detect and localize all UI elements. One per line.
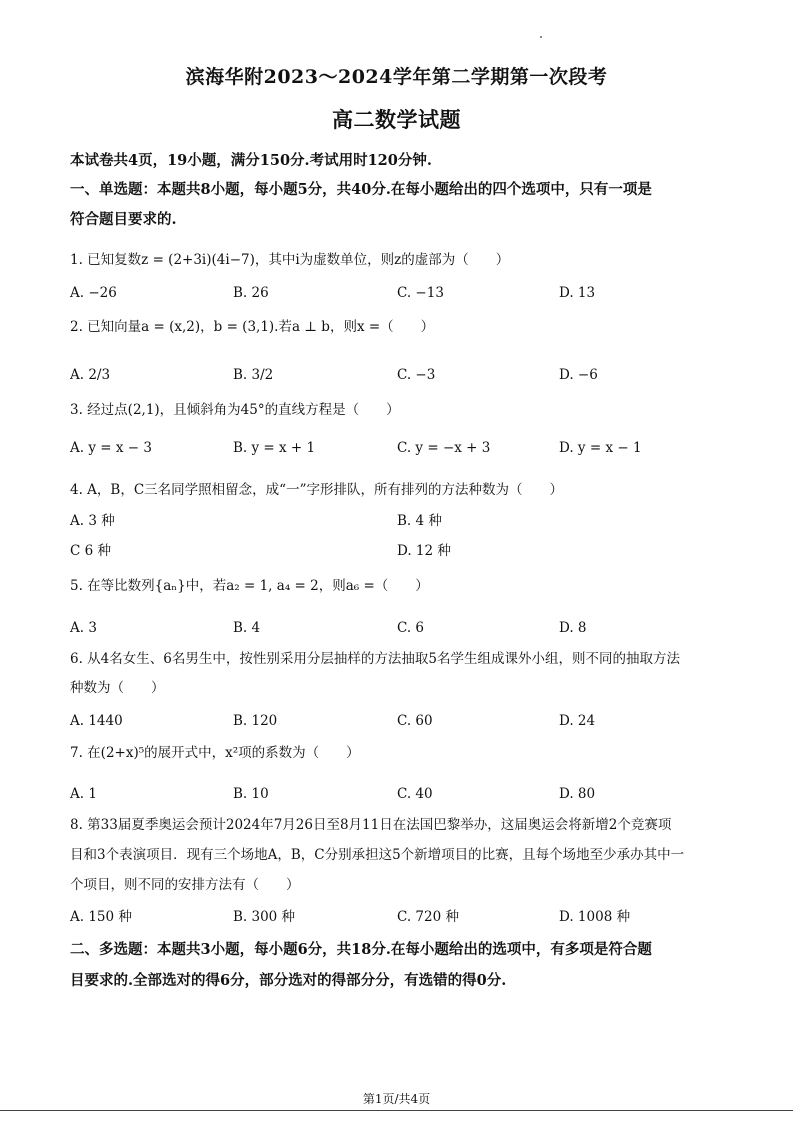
exam-title: 滨海华附2023～2024学年第二学期第一次段考 xyxy=(185,66,608,88)
question-8-stem-line1: 8. 第33届夏季奥运会预计2024年7月26日至8月11日在法国巴黎举办，这届奥运会将新增2个竞赛项 xyxy=(70,817,672,833)
question-3-option-d: D. y = x − 1 xyxy=(559,440,642,456)
question-8-option-d: D. 1008 种 xyxy=(559,909,631,925)
exam-subtitle: 高二数学试题 xyxy=(332,107,461,132)
question-5-option-d: D. 8 xyxy=(559,620,587,636)
question-6-stem-line2: 种数为（ ） xyxy=(70,680,165,696)
question-6-option-d: D. 24 xyxy=(559,713,596,729)
question-2-option-b: B. 3/2 xyxy=(233,367,274,383)
question-7-stem: 7. 在(2+x)⁵的展开式中，x²项的系数为（ ） xyxy=(70,745,360,761)
question-8-option-a: A. 150 种 xyxy=(70,909,132,925)
exam-intro: 本试卷共4页，19小题，满分150分.考试用时120分钟. xyxy=(70,152,432,169)
question-7-option-c: C. 40 xyxy=(397,786,433,802)
question-3-stem: 3. 经过点(2,1)，且倾斜角为45°的直线方程是（ ） xyxy=(70,402,400,418)
question-7-option-a: A. 1 xyxy=(70,786,97,802)
question-5-option-b: B. 4 xyxy=(233,620,261,636)
question-1-option-d: D. 13 xyxy=(559,285,596,301)
question-2-option-c: C. −3 xyxy=(397,367,436,383)
question-8-stem-line2: 目和3个表演项目．现有三个场地A，B，C分别承担这5个新增项目的比赛，且每个场地至少承办其中一 xyxy=(70,847,685,863)
question-3-option-a: A. y = x − 3 xyxy=(70,440,152,456)
page-footer: 第1页/共4页 xyxy=(362,1092,431,1106)
question-2-option-d: D. −6 xyxy=(559,367,598,383)
question-5-stem: 5. 在等比数列{aₙ}中，若a₂ = 1, a₄ = 2，则a₆ =（ ） xyxy=(70,578,429,594)
section1-heading-line2: 符合题目要求的. xyxy=(70,211,177,228)
question-7-option-b: B. 10 xyxy=(233,786,269,802)
question-4-option-b: B. 4 种 xyxy=(397,513,442,529)
question-1-stem: 1. 已知复数z = (2+3i)(4i−7)，其中i为虚数单位，则z的虚部为（ ） xyxy=(70,252,510,268)
scan-speck xyxy=(540,36,542,38)
question-5-option-c: C. 6 xyxy=(397,620,425,636)
question-4-option-c: C 6 种 xyxy=(70,543,112,559)
question-6-option-c: C. 60 xyxy=(397,713,433,729)
question-3-option-c: C. y = −x + 3 xyxy=(397,440,491,456)
question-2-option-a: A. 2/3 xyxy=(70,367,111,383)
question-5-option-a: A. 3 xyxy=(70,620,97,636)
question-6-option-a: A. 1440 xyxy=(70,713,123,729)
question-2-stem: 2. 已知向量a = (x,2)，b = (3,1).若a ⊥ b，则x =（ ） xyxy=(70,319,435,335)
question-6-option-b: B. 120 xyxy=(233,713,278,729)
section1-heading-line1: 一、单选题：本题共8小题，每小题5分，共40分.在每小题给出的四个选项中，只有一项是 xyxy=(70,181,652,198)
question-7-option-d: D. 80 xyxy=(559,786,596,802)
question-6-stem-line1: 6. 从4名女生、6名男生中，按性别采用分层抽样的方法抽取5名学生组成课外小组，则不同的抽取方法 xyxy=(70,651,680,667)
question-8-stem-line3: 个项目，则不同的安排方法有（ ） xyxy=(70,877,300,893)
section2-heading-line1: 二、多选题：本题共3小题，每小题6分，共18分.在每小题给出的选项中，有多项是符合题 xyxy=(70,941,652,958)
question-8-option-b: B. 300 种 xyxy=(233,909,296,925)
question-3-option-b: B. y = x + 1 xyxy=(233,440,316,456)
question-1-option-a: A. −26 xyxy=(70,285,117,301)
question-4-stem: 4. A，B，C三名同学照相留念，成“一”字形排队，所有排列的方法种数为（ ） xyxy=(70,482,563,498)
bottom-rule xyxy=(0,1110,793,1111)
question-1-option-b: B. 26 xyxy=(233,285,269,301)
section2-heading-line2: 目要求的.全部选对的得6分，部分选对的得部分分，有选错的得0分. xyxy=(70,972,507,989)
question-1-option-c: C. −13 xyxy=(397,285,444,301)
question-4-option-d: D. 12 种 xyxy=(397,543,451,559)
question-4-option-a: A. 3 种 xyxy=(70,513,115,529)
question-8-option-c: C. 720 种 xyxy=(397,909,459,925)
